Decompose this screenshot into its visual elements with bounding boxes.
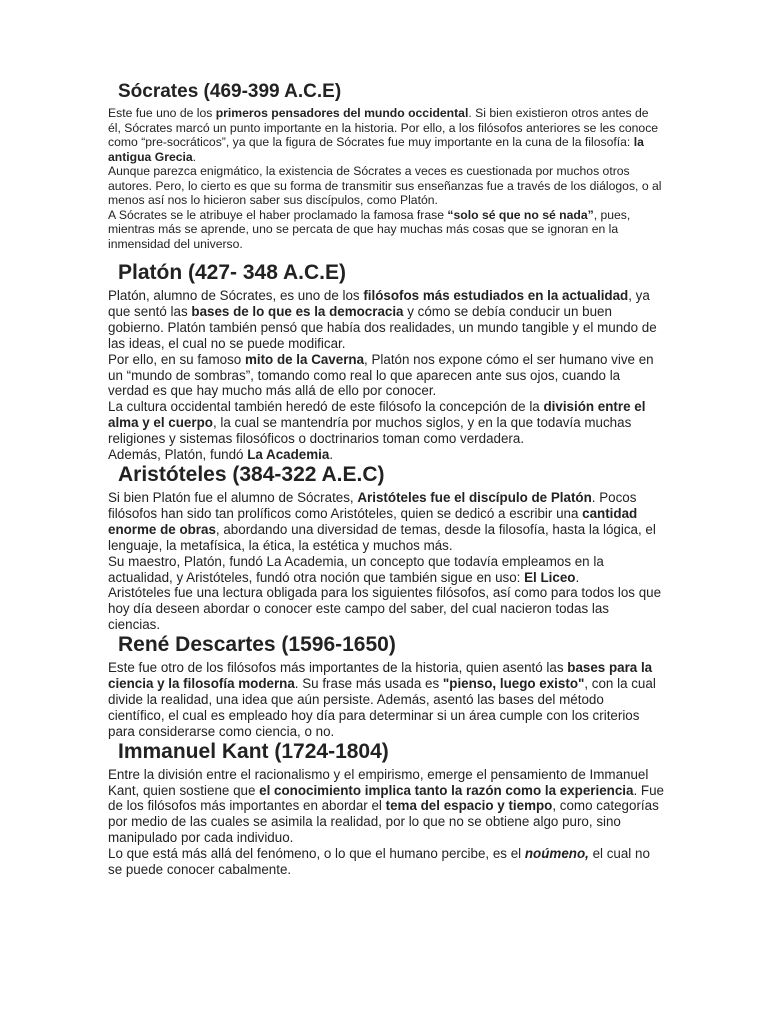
document-body	[108, 80, 664, 878]
paragraph: Entre la división entre el racionalismo y el empirismo, emerge el pensamiento de Immanuel Kant, quien sostiene que el conocimiento implica tanto la razón como la experiencia. Fue de los filósofos más importantes en abordar el tema del espacio y tiempo, como categorías por medio de las cuales se asimila la realidad, por lo que no se obtiene algo puro, sino manipulado por cada individuo.	[108, 766, 664, 846]
paragraph: La cultura occidental también heredó de este filósofo la concepción de la división entre el alma y el cuerpo, la cual se mantendría por muchos siglos, y en la que todavía muchas religiones y sistemas filosóficos o doctrinarios toman como verdadera.	[108, 399, 646, 447]
section-kant	[108, 740, 664, 878]
paragraph: Su maestro, Platón, fundó La Academia, un concepto que todavía empleamos en la actualidad, y Aristóteles, fundó otra noción que también sigue en uso: El Liceo.	[108, 553, 604, 585]
heading-descartes: René Descartes (1596-1650)	[118, 633, 396, 657]
heading-kant: Immanuel Kant (1724-1804)	[118, 739, 389, 763]
paragraph: A Sócrates se le atribuye el haber proclamado la famosa frase “solo sé que no sé nada”, pues, mientras más se aprende, uno se percata de que hay muchas más cosas que se ignoran en la inmensidad del universo.	[108, 207, 631, 251]
paragraph: Aunque parezca enigmático, la existencia de Sócrates a veces es cuestionada por muchos otros autores. Pero, lo cierto es que su forma de transmitir sus enseñanzas fue a través de los diálogos, o al menos así nos lo hicieron saber sus discípulos, como Platón.	[108, 164, 662, 207]
section-socrates	[108, 80, 664, 251]
paragraph: Este fue uno de los primeros pensadores del mundo occidental. Si bien existieron otros antes de él, Sócrates marcó un punto importante en la historia. Por ello, a los filósofos anteriores se les conoce como “pre-socráticos”, ya que la figura de Sócrates fue muy importante en la cuna de la filosofía: la antigua Grecia.	[108, 106, 659, 164]
paragraph: Platón, alumno de Sócrates, es uno de los filósofos más estudiados en la actualidad, ya que sentó las bases de lo que es la democracia y cómo se debía conducir un buen gobierno. Platón también pensó que había dos realidades, un mundo tangible y el mundo de las ideas, el cual no se puede modificar.	[108, 288, 657, 351]
section-descartes	[108, 633, 664, 740]
paragraph: Además, Platón, fundó La Academia.	[108, 447, 334, 463]
heading-aristoteles: Aristóteles (384-322 A.E.C)	[118, 462, 385, 486]
paragraph: Lo que está más allá del fenómeno, o lo que el humano percibe, es el noúmeno, el cual no se puede conocer cabalmente.	[108, 846, 650, 878]
paragraph: Aristóteles fue una lectura obligada para los siguientes filósofos, así como para todos los que hoy día deseen abordar o conocer este campo del saber, del cual nacieron todas las ciencias.	[108, 585, 662, 633]
section-platon	[108, 261, 664, 463]
paragraph: Por ello, en su famoso mito de la Caverna, Platón nos expone cómo el ser humano vive en un “mundo de sombras”, tomando como real lo que aparecen ante sus ojos, cuando la verdad es que hay mucho más allá de ello por conocer.	[108, 351, 654, 399]
heading-socrates: Sócrates (469-399 A.C.E)	[118, 81, 342, 102]
heading-platon: Platón (427- 348 A.C.E)	[118, 261, 346, 284]
paragraph: Si bien Platón fue el alumno de Sócrates, Aristóteles fue el discípulo de Platón. Pocos filósofos han sido tan prolíficos como Aristóteles, quien se dedicó a escribir una cantidad enorme de obras, abordando una diversidad de temas, desde la filosofía, hasta la lógica, el lenguaje, la metafísica, la ética, la estética y muchos más.	[108, 489, 656, 553]
paragraph: Este fue otro de los filósofos más importantes de la historia, quien asentó las bases para la ciencia y la filosofía moderna. Su frase más usada es "pienso, luego existo", con la cual divide la realidad, una idea que aún persiste. Además, asentó las bases del método científico, el cual es empleado hoy día para determinar si un área cumple con los criterios para considerarse como ciencia, o no.	[108, 660, 656, 739]
section-aristoteles	[108, 463, 664, 633]
